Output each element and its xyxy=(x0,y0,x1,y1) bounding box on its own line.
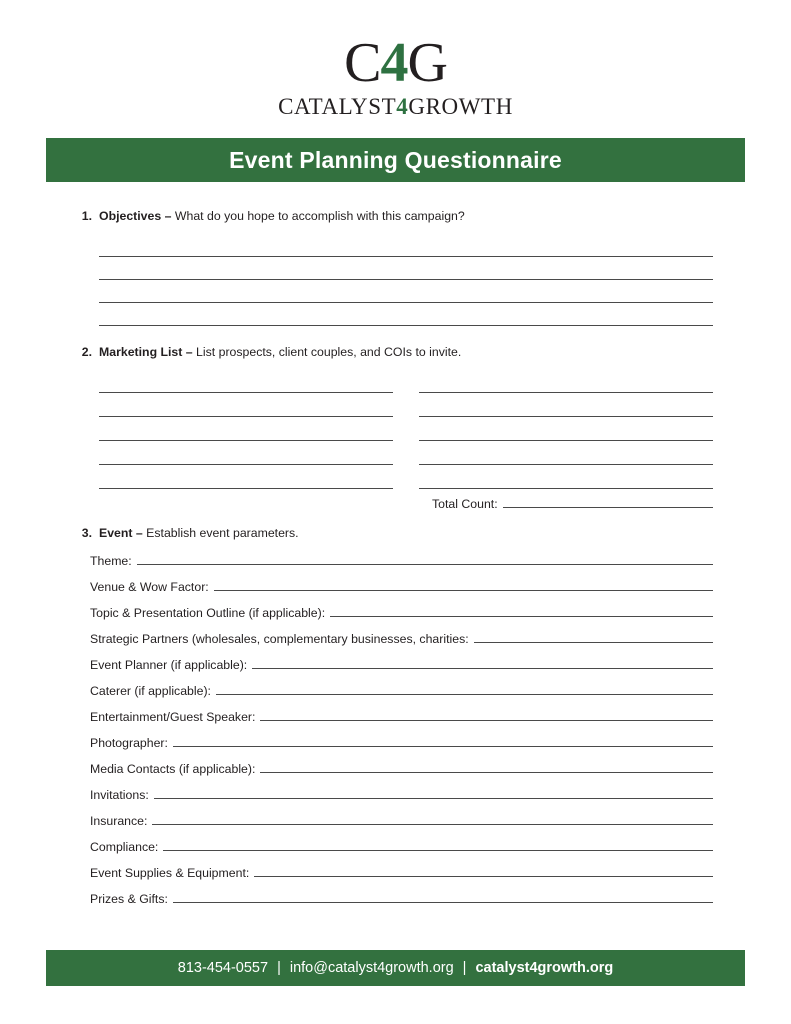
answer-line[interactable] xyxy=(99,419,393,441)
field-label: Prizes & Gifts: xyxy=(90,892,168,906)
question-3-number: 3. xyxy=(81,526,92,540)
logo-monogram-c: C xyxy=(344,32,381,94)
form-content xyxy=(0,208,791,914)
field-row-strategic-partners xyxy=(90,628,713,654)
marketing-list-column-right xyxy=(419,371,713,489)
field-label: Event Planner (if applicable): xyxy=(90,658,248,672)
field-row-venue-wow-factor xyxy=(90,576,713,602)
marketing-list-grid xyxy=(72,371,713,489)
footer-separator: | xyxy=(462,960,467,976)
field-row-event-supplies-equipment xyxy=(90,862,713,888)
field-input[interactable] xyxy=(173,888,713,903)
field-label: Venue & Wow Factor: xyxy=(90,580,209,594)
field-row-media-contacts xyxy=(90,758,713,784)
field-row-topic-presentation-outline xyxy=(90,602,713,628)
field-input[interactable] xyxy=(260,758,713,773)
footer-bar xyxy=(46,950,745,986)
answer-line[interactable] xyxy=(99,282,713,303)
footer-website[interactable]: catalyst4growth.org xyxy=(475,960,614,976)
logo-wordmark-growth: GROWTH xyxy=(408,94,513,119)
field-row-invitations xyxy=(90,784,713,810)
field-row-caterer xyxy=(90,680,713,706)
question-1-prompt: What do you hope to accomplish with this campaign? xyxy=(174,209,465,223)
question-2-text xyxy=(99,344,461,360)
logo-wordmark-catalyst: CATALYST xyxy=(278,94,397,119)
answer-line[interactable] xyxy=(99,371,393,393)
field-row-insurance xyxy=(90,810,713,836)
footer-email[interactable]: info@catalyst4growth.org xyxy=(289,960,454,976)
title-bar xyxy=(46,138,745,182)
field-label: Event Supplies & Equipment: xyxy=(90,866,250,880)
question-1-title: Objectives – xyxy=(99,209,172,223)
field-input[interactable] xyxy=(330,602,713,617)
answer-line[interactable] xyxy=(99,443,393,465)
logo-wordmark xyxy=(0,94,791,120)
total-count-row xyxy=(72,493,713,511)
question-2 xyxy=(72,344,713,360)
field-row-compliance xyxy=(90,836,713,862)
answer-line[interactable] xyxy=(99,236,713,257)
field-label: Caterer (if applicable): xyxy=(90,684,211,698)
logo-monogram-4: 4 xyxy=(380,32,408,94)
field-label: Topic & Presentation Outline (if applicable): xyxy=(90,606,326,620)
question-3-prompt: Establish event parameters. xyxy=(146,526,299,540)
field-input[interactable] xyxy=(173,732,713,747)
question-3 xyxy=(72,525,713,541)
field-row-theme xyxy=(90,550,713,576)
total-count-input[interactable] xyxy=(503,493,713,508)
question-1 xyxy=(72,208,713,224)
question-3-title: Event – xyxy=(99,526,143,540)
question-1-number: 1. xyxy=(81,209,92,223)
answer-line[interactable] xyxy=(99,467,393,489)
field-row-entertainment-guest-speaker xyxy=(90,706,713,732)
field-input[interactable] xyxy=(152,810,713,825)
question-2-title: Marketing List – xyxy=(99,345,193,359)
field-input[interactable] xyxy=(260,706,713,721)
field-input[interactable] xyxy=(137,550,713,565)
answer-line[interactable] xyxy=(99,305,713,326)
event-parameter-fields xyxy=(72,550,713,914)
field-label: Entertainment/Guest Speaker: xyxy=(90,710,256,724)
field-label: Theme: xyxy=(90,554,132,568)
field-row-event-planner xyxy=(90,654,713,680)
field-input[interactable] xyxy=(154,784,713,799)
answer-line[interactable] xyxy=(419,419,713,441)
page-title: Event Planning Questionnaire xyxy=(229,146,562,173)
field-input[interactable] xyxy=(214,576,713,591)
brand-logo xyxy=(0,0,791,120)
footer-separator: | xyxy=(277,960,281,976)
answer-line[interactable] xyxy=(99,259,713,280)
question-1-answer-lines[interactable] xyxy=(72,236,713,326)
question-2-number: 2. xyxy=(81,345,92,359)
answer-line[interactable] xyxy=(419,443,713,465)
field-label: Invitations: xyxy=(90,788,149,802)
field-row-photographer xyxy=(90,732,713,758)
field-input[interactable] xyxy=(216,680,713,695)
question-3-text xyxy=(99,525,299,541)
field-input[interactable] xyxy=(254,862,713,877)
field-label: Media Contacts (if applicable): xyxy=(90,762,256,776)
field-label: Photographer: xyxy=(90,736,168,750)
answer-line[interactable] xyxy=(419,371,713,393)
field-label: Strategic Partners (wholesales, complementary businesses, charities: xyxy=(90,632,469,646)
logo-monogram xyxy=(0,34,791,92)
answer-line[interactable] xyxy=(419,395,713,417)
logo-wordmark-4: 4 xyxy=(396,94,409,119)
field-input[interactable] xyxy=(474,628,713,643)
logo-monogram-g: G xyxy=(407,32,447,94)
question-1-text xyxy=(99,208,465,224)
marketing-list-column-left xyxy=(99,371,393,489)
field-input[interactable] xyxy=(252,654,713,669)
field-input[interactable] xyxy=(163,836,713,851)
field-row-prizes-gifts xyxy=(90,888,713,914)
answer-line[interactable] xyxy=(99,395,393,417)
footer-phone[interactable]: 813-454-0557 xyxy=(177,960,269,976)
question-2-prompt: List prospects, client couples, and COIs to invite. xyxy=(196,345,462,359)
answer-line[interactable] xyxy=(419,467,713,489)
total-count-label: Total Count: xyxy=(432,497,498,511)
field-label: Insurance: xyxy=(90,814,148,828)
field-label: Compliance: xyxy=(90,840,159,854)
